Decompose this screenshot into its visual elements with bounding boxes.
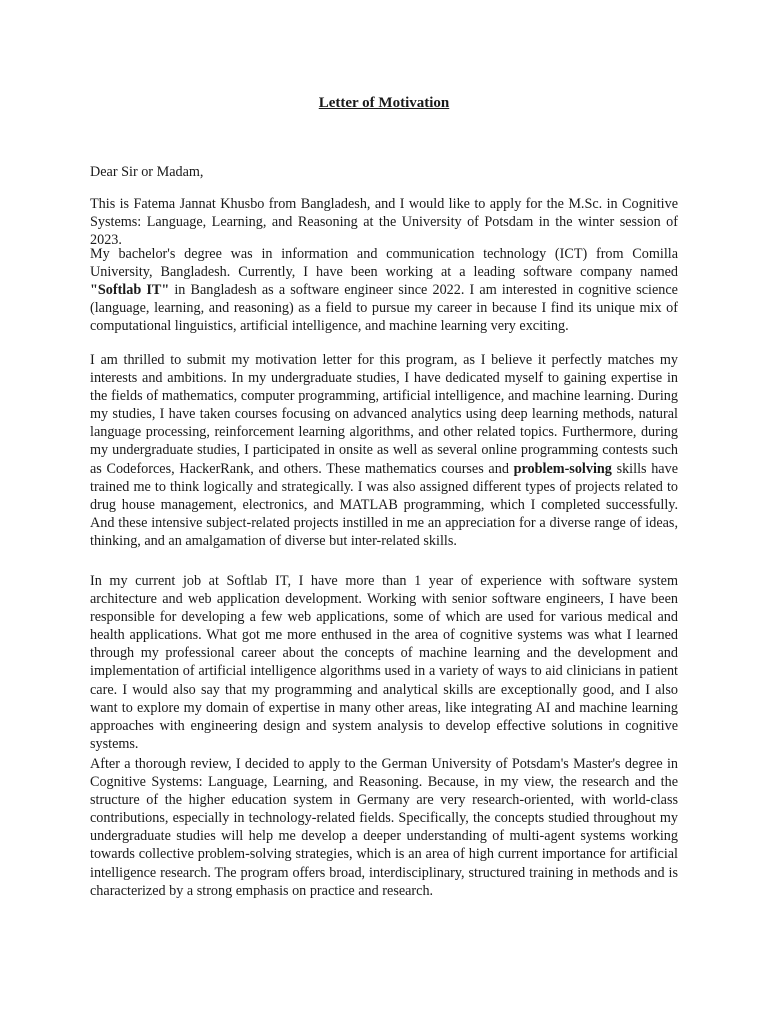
salutation: Dear Sir or Madam,	[90, 164, 204, 180]
company-name-bold: "Softlab IT"	[90, 282, 170, 299]
paragraph-studies-text-2: skills have trained me to think logically and strategically. I was also assigned different types of projects related to drug house management, electronics, and MATLAB programming, which I completed successfully. And these intensive subject-related projects instilled in me an appreciation for a diverse range of ideas, thinking, and an amalgamation of diverse but inter-related skills.	[90, 460, 678, 549]
paragraph-experience: In my current job at Softlab IT, I have more than 1 year of experience with software system architecture and web application development. Working with senior software engineers, I have been responsible for developing a few web applications, some of which are used for various medical and health applications. What got me more enthused in the area of cognitive systems was what I learned through my professional career about the concepts of machine learning and the development and implementation of artificial intelligence algorithms used in a variety of ways to aid clinicians in patient care. I would also say that my programming and analytical skills are exceptionally good, and I also want to explore my domain of expertise in many other areas, like integrating AI and machine learning approaches with engineering design and system analysis to develop effective solutions in cognitive systems.	[90, 573, 678, 752]
letter-title: Letter of Motivation	[318, 95, 450, 111]
paragraph-background-text-1: My bachelor's degree was in information and communication technology (ICT) from Comilla University, Bangladesh. Currently, I have been working at a leading software company named	[90, 246, 678, 281]
paragraph-background	[90, 245, 678, 335]
paragraph-intro: This is Fatema Jannat Khusbo from Bangladesh, and I would like to apply for the M.Sc. in Cognitive Systems: Language, Learning, and Reasoning at the University of Potsdam in the winter session of 2023.	[90, 196, 678, 249]
paragraph-studies	[90, 351, 678, 550]
paragraph-studies-text-1: I am thrilled to submit my motivation letter for this program, as I believe it perfectly matches my interests and ambitions. In my undergraduate studies, I have dedicated myself to gaining expertise in the fields of mathematics, computer programming, artificial intelligence, and machine learning. During my studies, I have taken courses focusing on advanced analytics using deep learning methods, natural language processing, reinforcement learning algorithms, and other related topics. Furthermore, during my undergraduate studies, I participated in onsite as well as several online programming contests such as Codeforces, HackerRank, and others. These mathematics courses and	[90, 352, 678, 477]
problem-solving-bold: problem-solving	[513, 460, 612, 477]
paragraph-program-choice: After a thorough review, I decided to apply to the German University of Potsdam's Master's degree in Cognitive Systems: Language, Learning, and Reasoning. Because, in my view, the research and the structure of the higher education system in Germany are very research-oriented, with world-class contributions, especially in technology-related fields. Specifically, the concepts studied throughout my undergraduate studies will help me develop a deeper understanding of multi-agent systems working towards collective problem-solving strategies, which is an area of high current importance for artificial intelligence research. The program offers broad, interdisciplinary, structured training in methods and is characterized by a strong emphasis on practice and research.	[90, 756, 678, 899]
paragraph-background-text-2: in Bangladesh as a software engineer since 2022. I am interested in cognitive science (language, learning, and reasoning) as a field to pursue my career in because I find its unique mix of computational linguistics, artificial intelligence, and machine learning very exciting.	[90, 282, 678, 335]
letter-page	[90, 0, 678, 1024]
